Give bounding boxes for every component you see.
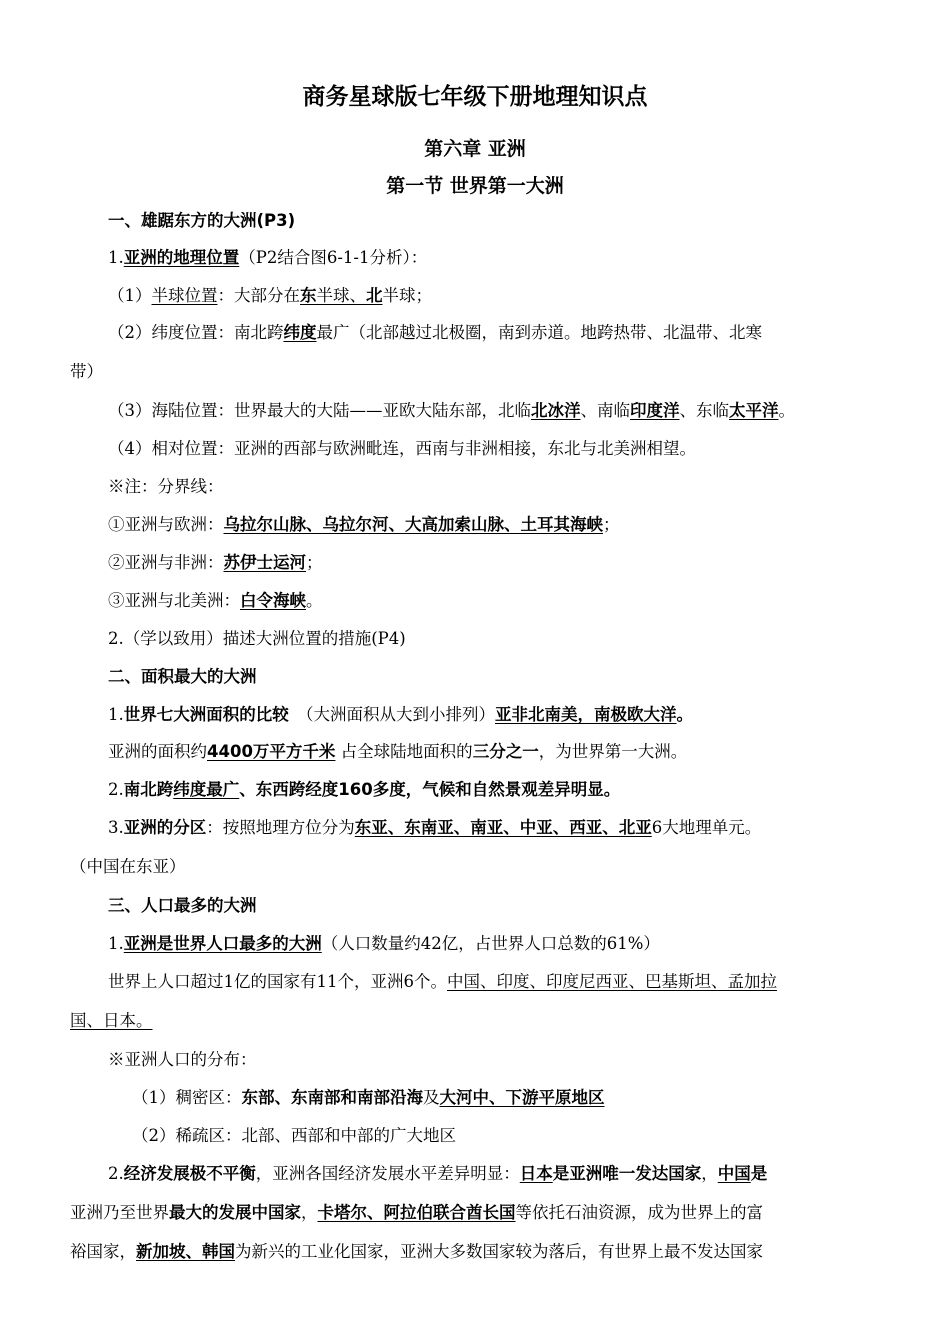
document-title: 商务星球版七年级下册地理知识点 [302, 84, 648, 110]
note-population-distribution: ※亚洲人口的分布： [108, 1050, 257, 1069]
paragraph-latitude-span: 2.南北跨纬度最广、东西跨经度160多度，气候和自然景观差异明显。 [108, 780, 621, 799]
heading-2: 二、面积最大的大洲 [108, 667, 257, 686]
boundary-asia-north-america: ③亚洲与北美洲：白令海峡。 [108, 591, 323, 610]
paragraph-hemisphere: （1）半球位置：大部分在东半球、北半球； [108, 286, 432, 305]
paragraph-economy: 2.经济发展极不平衡，亚洲各国经济发展水平差异明显：日本是亚洲唯一发达国家，中国是 [108, 1164, 768, 1183]
paragraph-describe-method: 2.（学以致用）描述大洲位置的措施(P4) [108, 629, 406, 648]
paragraph-sea-land: （3）海陆位置：世界最大的大陆——亚欧大陆东部，北临北冰洋、南临印度洋、东临太平洋。 [108, 401, 795, 420]
paragraph-regions: 3.亚洲的分区：按照地理方位分为东亚、东南亚、南亚、中亚、西亚、北亚6大地理单元。 [108, 818, 762, 837]
paragraph-asia-area: 亚洲的面积约4400万平方千米 占全球陆地面积的三分之一，为世界第一大洲。 [108, 742, 688, 761]
paragraph-relative-position: （4）相对位置：亚洲的西部与欧洲毗连，西南与非洲相接，东北与北美洲相望。 [108, 439, 696, 458]
boundary-asia-africa: ②亚洲与非洲：苏伊士运河； [108, 553, 323, 572]
chapter-heading: 第六章 亚洲 [424, 138, 526, 160]
paragraph-population: 1.亚洲是世界人口最多的大洲（人口数量约42亿，占世界人口总数的61%） [108, 934, 660, 953]
paragraph-economy-cont-2: 裕国家，新加坡、韩国为新兴的工业化国家，亚洲大多数国家较为落后，有世界上最不发达国家 [70, 1242, 763, 1261]
boundary-asia-europe: ①亚洲与欧洲：乌拉尔山脉、乌拉尔河、大高加索山脉、土耳其海峡； [108, 515, 620, 534]
paragraph-latitude-cont: 带） [70, 362, 103, 381]
paragraph-populous-countries: 世界上人口超过1亿的国家有11个，亚洲6个。中国、印度、印度尼西亚、巴基斯坦、孟加拉 [108, 972, 777, 991]
paragraph-economy-cont-1: 亚洲乃至世界最大的发展中国家，卡塔尔、阿拉伯联合酋长国等依托石油资源，成为世界上的富 [70, 1203, 763, 1222]
paragraph-continent-areas: 1.世界七大洲面积的比较 （大洲面积从大到小排列）亚非北南美，南极欧大洋。 [108, 705, 693, 724]
paragraph-latitude: （2）纬度位置：南北跨纬度最广（北部越过北极圈，南到赤道。地跨热带、北温带、北寒 [108, 323, 762, 342]
section-heading: 第一节 世界第一大洲 [386, 175, 564, 197]
heading-1: 一、雄踞东方的大洲(P3) [108, 211, 296, 230]
paragraph-regions-cont: （中国在东亚） [70, 857, 186, 876]
paragraph-sparse-area: （2）稀疏区：北部、西部和中部的广大地区 [132, 1126, 456, 1145]
paragraph-dense-area: （1）稠密区：东部、东南部和南部沿海及大河中、下游平原地区 [132, 1088, 605, 1107]
heading-3: 三、人口最多的大洲 [108, 896, 257, 915]
paragraph-location: 1.亚洲的地理位置（P2结合图6-1-1分析）： [108, 248, 428, 267]
note-boundaries: ※注：分界线： [108, 477, 224, 496]
paragraph-populous-countries-cont: 国、日本。 [70, 1011, 153, 1030]
